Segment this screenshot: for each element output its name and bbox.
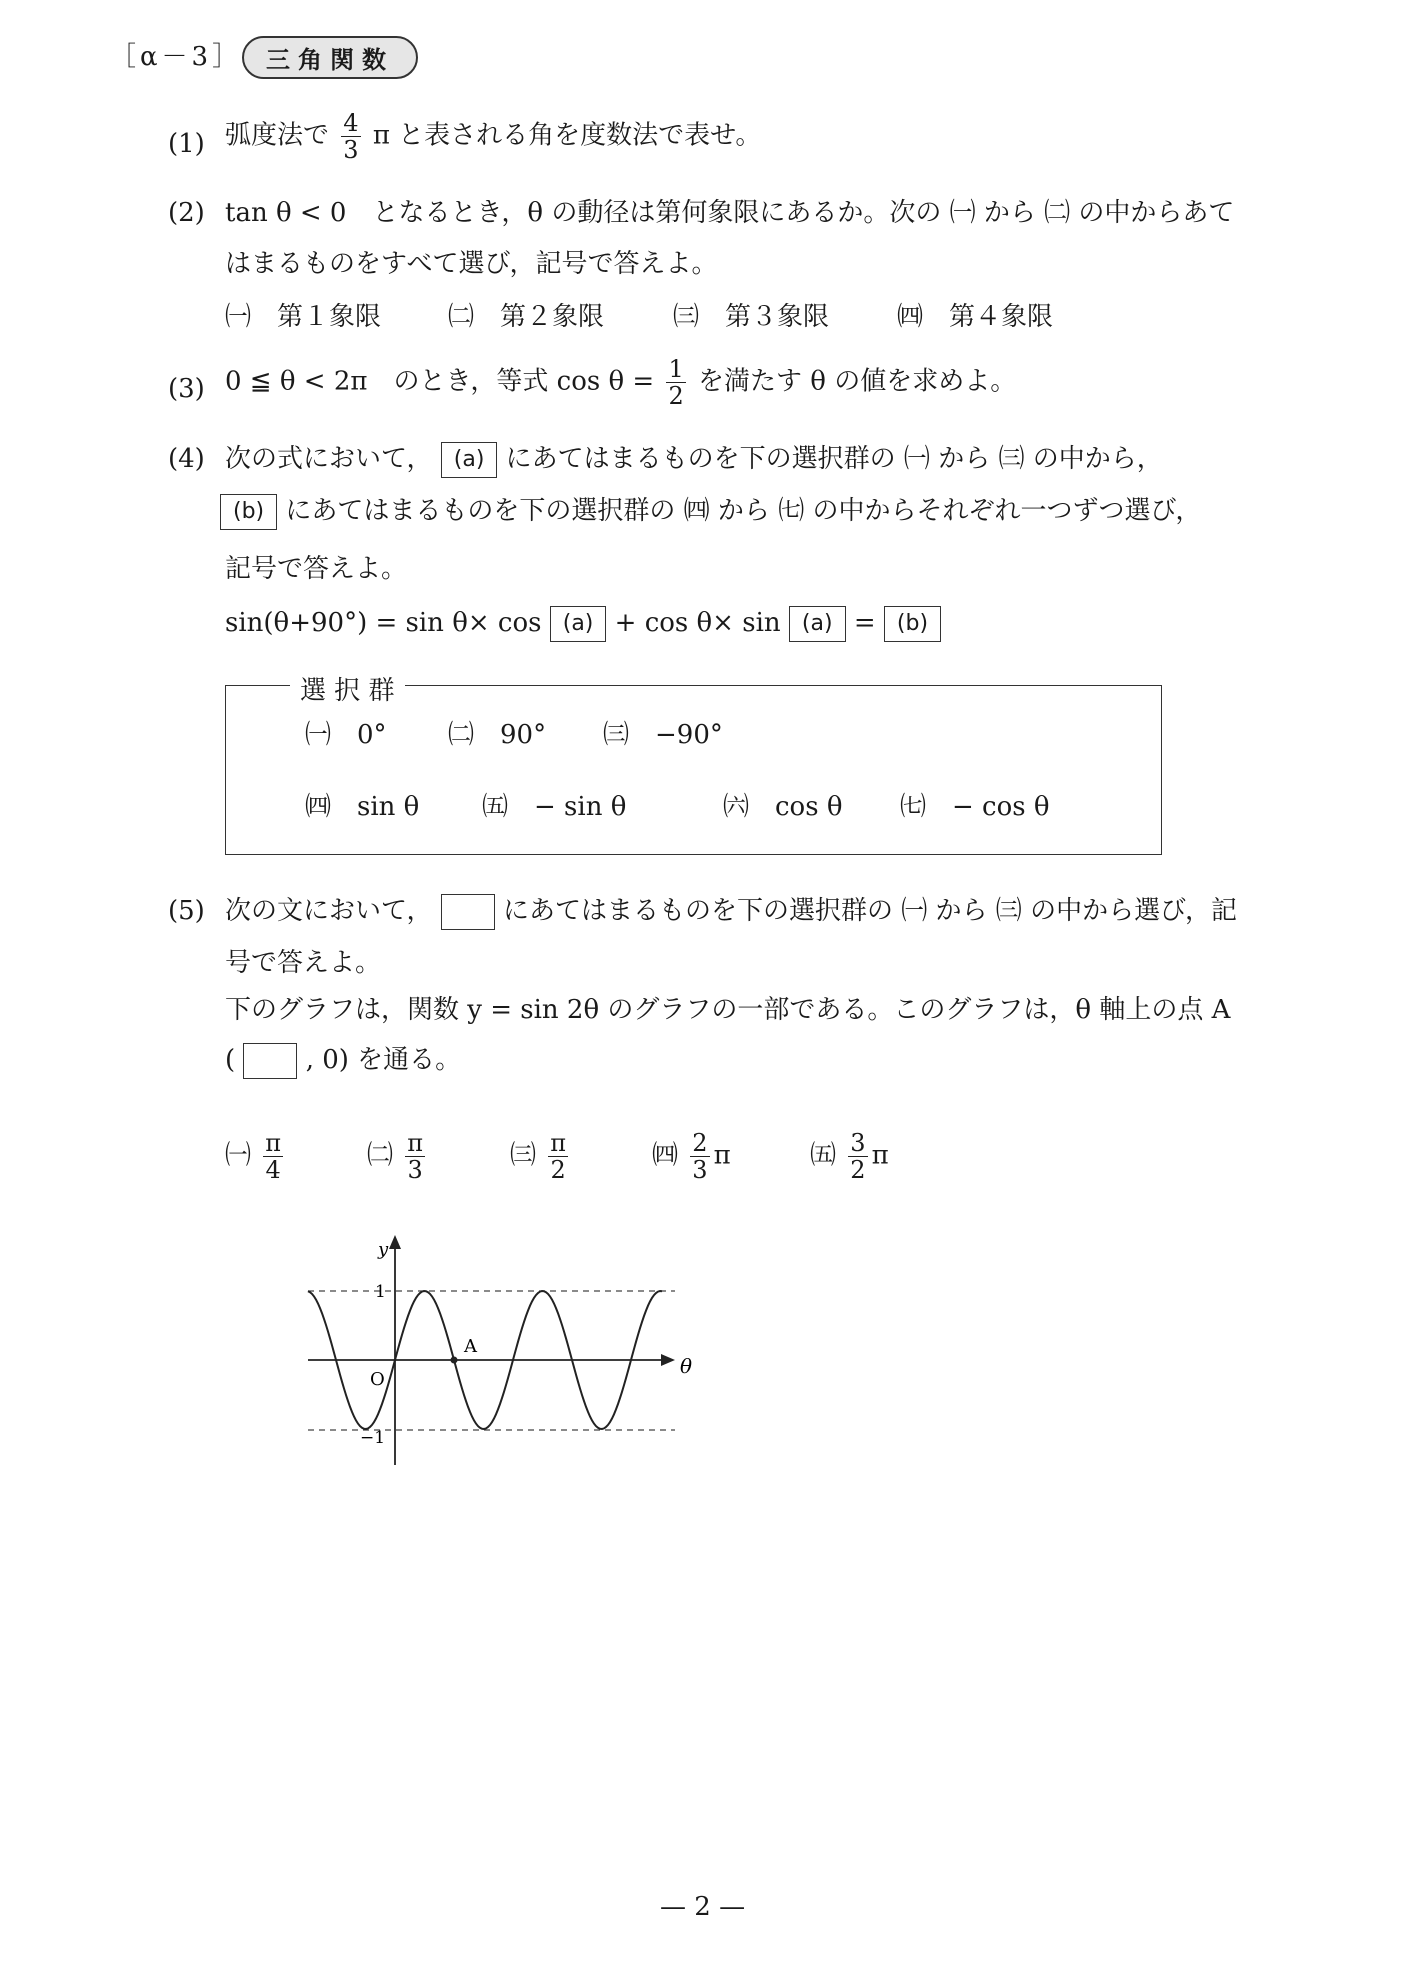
q5-option-3-label: ㈢ bbox=[510, 1140, 537, 1171]
y-max-label: 1 bbox=[375, 1282, 386, 1302]
q1-number: (1) bbox=[168, 129, 205, 159]
q5-line1-post: にあてはまるものを下の選択群の ㈠ から ㈢ の中から選び，記 bbox=[503, 896, 1238, 926]
choice-group-box bbox=[225, 685, 1162, 855]
q4-eq-box-a2: (a) bbox=[789, 606, 846, 642]
q5-option-5-label: ㈤ bbox=[810, 1140, 837, 1171]
point-a-label: A bbox=[464, 1336, 477, 1357]
q3-number: (3) bbox=[168, 374, 205, 404]
q5-line4-pre: ( bbox=[225, 1045, 236, 1075]
q3-pre: 0 ≦ θ < 2π のとき，等式 cos θ = bbox=[225, 366, 655, 397]
q5-option-2 bbox=[367, 1130, 429, 1183]
q5-option-4 bbox=[652, 1130, 731, 1183]
q4-box-a: (a) bbox=[441, 442, 498, 478]
q5-blank-1 bbox=[441, 894, 495, 930]
q5-option-1 bbox=[225, 1130, 287, 1183]
y-axis-arrow bbox=[389, 1235, 401, 1249]
q4-line1-post: にあてはまるものを下の選択群の ㈠ から ㈢ の中から， bbox=[505, 444, 1163, 474]
choice-7: ㈦ − cos θ bbox=[900, 792, 1050, 822]
choice-4: ㈣ sin θ bbox=[305, 792, 420, 822]
q5-option-4-frac bbox=[690, 1130, 709, 1183]
q3-text bbox=[225, 356, 1016, 409]
q5-option-5-num: 3 bbox=[850, 1129, 866, 1157]
y-axis-label: y bbox=[378, 1239, 389, 1260]
q5-option-5-tail: π bbox=[871, 1140, 889, 1171]
q5-option-2-label: ㈡ bbox=[367, 1140, 394, 1171]
q4-eq-part1: sin(θ+90°) = sin θ× cos bbox=[225, 608, 542, 638]
choice-6: ㈥ cos θ bbox=[723, 792, 843, 822]
topic-badge bbox=[242, 36, 418, 79]
q5-option-4-den: 3 bbox=[692, 1156, 708, 1184]
section-label: ［α－3］ bbox=[110, 42, 243, 72]
q4-line1 bbox=[225, 442, 1163, 478]
q1-text bbox=[225, 110, 761, 163]
q5-option-3 bbox=[510, 1130, 572, 1183]
choice-1: ㈠ 0° bbox=[305, 720, 387, 750]
q2-option-1: ㈠ 第１象限 bbox=[225, 302, 382, 332]
q5-option-1-label: ㈠ bbox=[225, 1140, 252, 1171]
q5-option-5-frac bbox=[848, 1130, 867, 1183]
theta-axis-label: θ bbox=[680, 1354, 693, 1378]
q5-option-4-label: ㈣ bbox=[652, 1140, 679, 1171]
q1-frac-den: 3 bbox=[343, 136, 359, 164]
origin-label: O bbox=[370, 1369, 385, 1390]
q5-line2: 号で答えよ。 bbox=[225, 948, 382, 978]
q3-post: を満たす θ の値を求めよ。 bbox=[698, 366, 1017, 397]
q5-option-2-frac bbox=[405, 1130, 425, 1183]
q5-option-2-num: π bbox=[407, 1129, 424, 1157]
q2-line2: はまるものをすべて選び，記号で答えよ。 bbox=[225, 249, 718, 279]
point-a-marker bbox=[451, 1357, 458, 1364]
q4-eq-part2: + cos θ× sin bbox=[614, 608, 781, 638]
q5-option-4-tail: π bbox=[713, 1140, 731, 1171]
choice-2: ㈡ 90° bbox=[448, 720, 547, 750]
choice-5: ㈤ − sin θ bbox=[482, 792, 627, 822]
q2-option-4: ㈣ 第４象限 bbox=[897, 302, 1054, 332]
q5-option-4-num: 2 bbox=[692, 1129, 708, 1157]
q2-number: (2) bbox=[168, 198, 205, 228]
q4-eq-box-b: (b) bbox=[884, 606, 941, 642]
q5-option-3-num: π bbox=[550, 1129, 567, 1157]
choice-group-legend: 選 択 群 bbox=[290, 670, 405, 707]
q5-option-5 bbox=[810, 1130, 889, 1183]
q1-frac-num: 4 bbox=[343, 109, 359, 137]
q5-blank-2 bbox=[243, 1043, 297, 1079]
q5-option-3-frac bbox=[548, 1130, 568, 1183]
q5-option-1-frac bbox=[263, 1130, 283, 1183]
q5-line4-post: , 0) を通る。 bbox=[305, 1045, 462, 1075]
q4-box-b: (b) bbox=[220, 494, 277, 530]
q4-line2-post: にあてはまるものを下の選択群の ㈣ から ㈦ の中からそれぞれ一つずつ選び， bbox=[285, 496, 1202, 526]
q4-line1-pre: 次の式において， bbox=[225, 444, 433, 474]
q1-pre: 弧度法で bbox=[225, 120, 330, 151]
q3-frac-num: 1 bbox=[668, 355, 684, 383]
q5-line1-pre: 次の文において， bbox=[225, 896, 433, 926]
q5-option-1-den: 4 bbox=[265, 1156, 281, 1184]
q5-line4 bbox=[225, 1043, 461, 1079]
q5-line3: 下のグラフは，関数 y = sin 2θ のグラフの一部である。このグラフは，θ 軸上の点 A bbox=[225, 995, 1231, 1025]
q5-option-3-den: 2 bbox=[550, 1156, 566, 1184]
q3-fraction bbox=[666, 356, 685, 409]
choice-3: ㈢ −90° bbox=[603, 720, 723, 750]
q4-eq-part3: = bbox=[853, 608, 876, 638]
q2-line1: tan θ < 0 となるとき，θ の動径は第何象限にあるか。次の ㈠ から ㈡ の中からあて bbox=[225, 198, 1235, 228]
q4-eq-box-a1: (a) bbox=[550, 606, 607, 642]
q4-equation bbox=[225, 606, 941, 642]
q4-line2 bbox=[220, 494, 1201, 530]
y-min-label: −1 bbox=[360, 1428, 386, 1448]
sine-graph bbox=[290, 1225, 710, 1475]
topic-badge-text: 三角関数 bbox=[242, 36, 418, 79]
theta-axis-arrow bbox=[661, 1354, 675, 1366]
q5-option-1-num: π bbox=[265, 1129, 282, 1157]
q3-frac-den: 2 bbox=[668, 382, 684, 410]
q5-option-5-den: 2 bbox=[850, 1156, 866, 1184]
q4-number: (4) bbox=[168, 444, 205, 474]
q1-post: π と表される角を度数法で表せ。 bbox=[372, 120, 762, 151]
q5-line1 bbox=[225, 894, 1237, 930]
q5-option-2-den: 3 bbox=[407, 1156, 423, 1184]
q2-option-2: ㈡ 第２象限 bbox=[448, 302, 605, 332]
q5-number: (5) bbox=[168, 896, 205, 926]
page-number: — 2 — bbox=[660, 1892, 746, 1922]
q4-line3: 記号で答えよ。 bbox=[225, 554, 408, 584]
q2-option-3: ㈢ 第３象限 bbox=[673, 302, 830, 332]
q1-fraction bbox=[341, 110, 360, 163]
